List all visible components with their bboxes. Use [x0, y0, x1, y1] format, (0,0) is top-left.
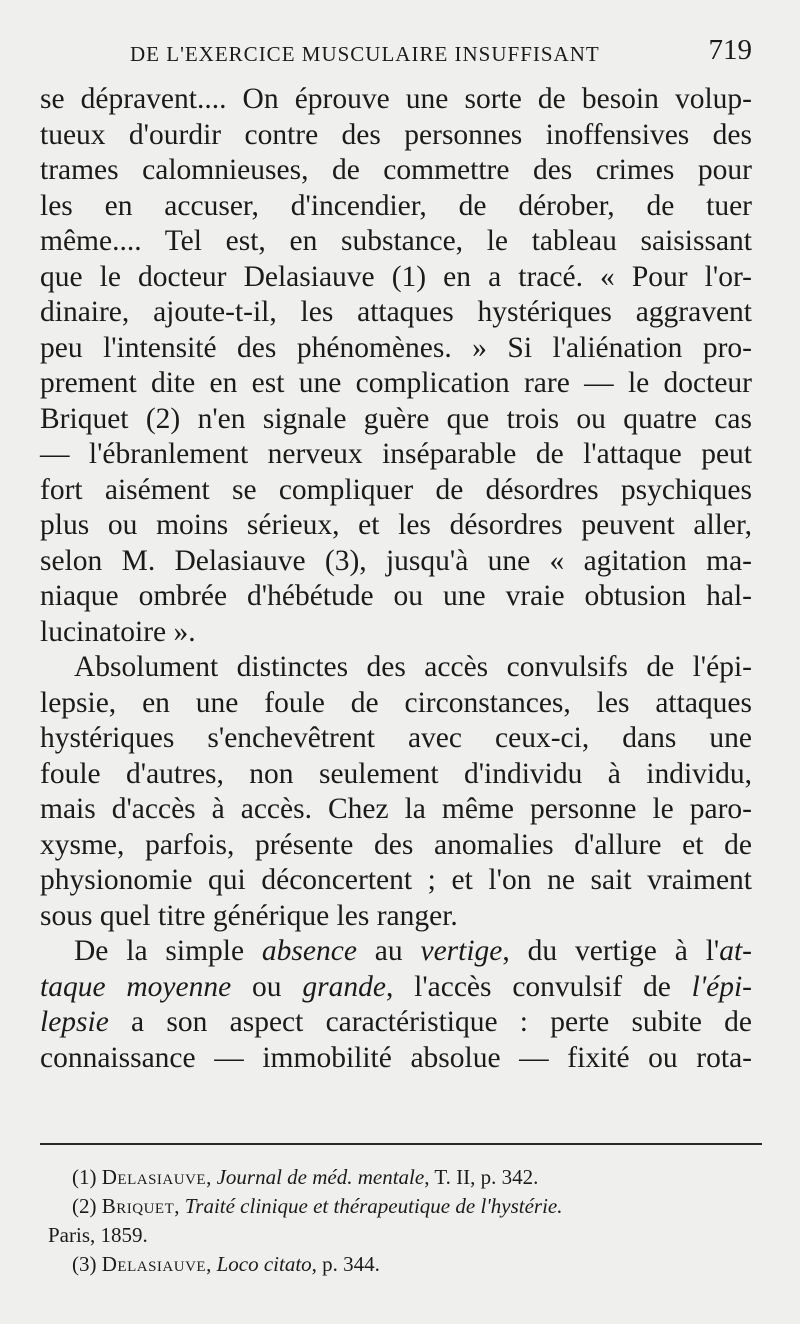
page-number: 719 [708, 34, 752, 66]
text-line: — l'ébranlement nerveux inséparable de l'attaque peut [40, 438, 752, 470]
footnote-1: (1) Delasiauve, Journal de méd. mentale, T. II, p. 342. [72, 1165, 539, 1189]
text-line: dinaire, ajoute-t-il, les attaques hystériques aggravent [40, 296, 752, 328]
body-text [40, 82, 752, 1076]
text-line: foule d'autres, non seulement d'individu à individu, [40, 757, 752, 790]
text-line: même.... Tel est, en substance, le tableau saisissant [40, 225, 752, 257]
text-line: plus ou moins sérieux, et les désordres peuvent aller, [40, 509, 752, 541]
text-line: sous quel titre générique les ranger. [40, 899, 458, 932]
footnote-3: (3) Delasiauve, Loco citato, p. 344. [72, 1252, 380, 1276]
text-line: physionomie qui déconcertent ; et l'on ne sait vraiment [40, 864, 752, 896]
text-line: xysme, parfois, présente des anomalies d'allure et de [40, 828, 752, 861]
text-line: Briquet (2) n'en signale guère que trois ou quatre cas [40, 402, 752, 435]
text-line: prement dite en est une complication rare — le docteur [40, 367, 752, 399]
text-line: lucinatoire ». [40, 615, 196, 648]
text-line: lepsie, en une foule de circonstances, les attaques [40, 686, 752, 719]
text-line: hystériques s'enchevêtrent avec ceux-ci, dans une [40, 722, 752, 754]
text-line: se dépravent.... On éprouve une sorte de besoin volup- [40, 83, 752, 115]
text-line: Absolument distinctes des accès convulsifs de l'épi- [74, 651, 752, 683]
paragraph-1 [40, 82, 752, 650]
text-line: que le docteur Delasiauve (1) en a tracé. « Pour l'or- [40, 260, 752, 293]
paragraph-3 [40, 934, 752, 1076]
text-line: mais d'accès à accès. Chez la même personne le paro- [40, 793, 752, 825]
text-line: lepsie a son aspect caractéristique : perte subite de [40, 1006, 752, 1038]
text-line: trames calomnieuses, de commettre des crimes pour [40, 154, 752, 186]
paragraph-2 [40, 650, 752, 934]
footnotes [48, 1163, 760, 1279]
running-title: DE L'EXERCICE MUSCULAIRE INSUFFISANT [130, 42, 600, 66]
text-line: niaque ombrée d'hébétude ou une vraie obtusion hal- [40, 580, 752, 612]
page-header [40, 34, 752, 70]
text-line: taque moyenne ou grande, l'accès convulsif de l'épi- [40, 970, 752, 1003]
text-line: les en accuser, d'incendier, de dérober, de tuer [40, 189, 752, 222]
text-line: connaissance — immobilité absolue — fixité ou rota- [40, 1041, 752, 1074]
text-line: tueux d'ourdir contre des personnes inoffensives des [40, 118, 752, 151]
text-line: selon M. Delasiauve (3), jusqu'à une « agitation ma- [40, 544, 752, 577]
footnote-2-continued: Paris, 1859. [48, 1223, 148, 1247]
footnote-rule [40, 1143, 762, 1145]
text-line: peu l'intensité des phénomènes. » Si l'aliénation pro- [40, 331, 752, 364]
text-line: fort aisément se compliquer de désordres psychiques [40, 473, 752, 506]
footnote-2: (2) Briquet, Traité clinique et thérapeutique de l'hystérie. [72, 1194, 563, 1218]
text-line: De la simple absence au vertige, du vertige à l'at- [74, 935, 752, 967]
